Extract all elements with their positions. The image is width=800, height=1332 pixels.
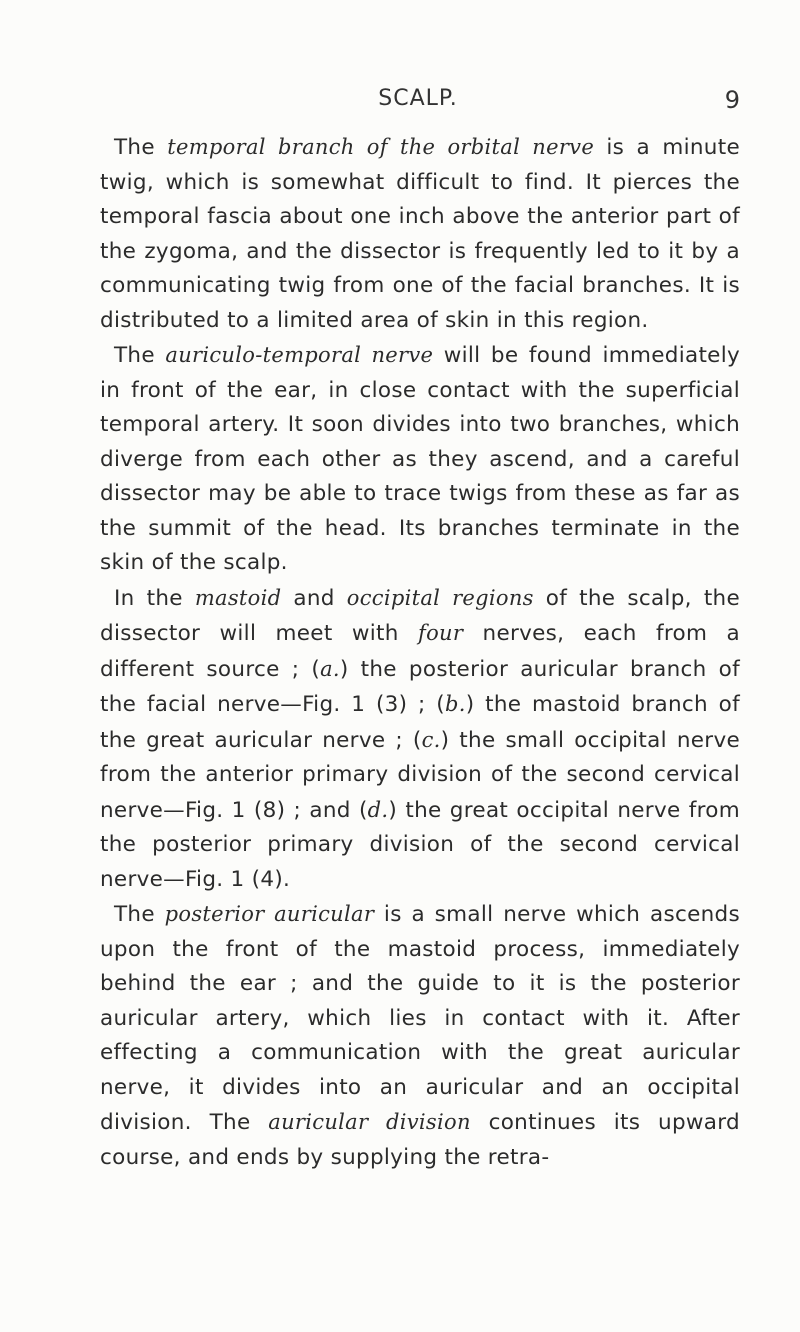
paragraph-auriculo-temporal [100,338,740,581]
text-run: is a small nerve which ascends upon the front of the mastoid process, immediately behind the ear ; and the guide to it is the posterior auricular artery, which lies in contact with it. After effecting a communication with the great auricular nerve, it divides into an auricular and an occipital division. The [100,902,740,1135]
italic-run: posterior auricular [164,902,375,926]
italic-run: occipital regions [346,585,534,610]
italic-run: four [418,621,464,645]
italic-run: a. [320,656,340,681]
text-run: ) the posterior auricular branch of the facial nerve—Fig. 1 (3) ; ( [100,656,740,717]
text-run: will be found immediately in front of the ear, in close contact with the superficial temporal artery. It soon divides into two branches, which diverge from each other as they ascend, and a careful dissector may be able to trace twigs from these as far as the summit of the head. Its branches terminate in the skin of the scalp. [100,343,740,575]
running-head: SCALP. [378,86,458,111]
text-run: ) the great occipital nerve from the posterior primary division of the second cervical nerve—Fig. 1 (4). [100,797,740,892]
paragraph-temporal-branch [100,130,740,338]
text-run: The [114,902,165,927]
text-run: of the scalp, the dissector will meet with [100,585,740,646]
italic-run: b. [445,692,466,716]
page-number: 9 [724,86,740,114]
italic-run: temporal branch of the orbital nerve [167,135,595,159]
text-run: is a minute twig, which is somewhat difficult to find. It pierces the temporal fascia about one inch above the anterior part of the zygoma, and the dissector is frequently led to it by a communicating twig from one of the facial branches. It is distributed to a limited area of skin in this region. [100,135,740,333]
text-run: and [281,585,347,611]
paragraph-mastoid-occipital [100,581,740,898]
text-run: continues its upward course, and ends by supplying the retra- [100,1110,740,1170]
text-run: In the [114,585,195,611]
italic-run: auriculo-temporal nerve [165,343,434,367]
italic-run: auricular division [268,1110,471,1134]
page-header [96,86,740,122]
text-run: The [114,343,166,368]
italic-run: c. [421,727,441,752]
italic-run: mastoid [194,585,282,610]
text-run: ) the mastoid branch of the great auricular nerve ; ( [100,692,740,753]
text-run: The [114,135,168,160]
body-text [100,130,740,1175]
italic-run: d. [367,797,389,822]
text-run: ) the small occipital nerve from the anterior primary division of the second cervical nerve—Fig. 1 (8) ; and ( [100,727,741,823]
paragraph-posterior-auricular [100,897,740,1175]
text-run: nerves, each from a different source ; ( [100,621,741,682]
